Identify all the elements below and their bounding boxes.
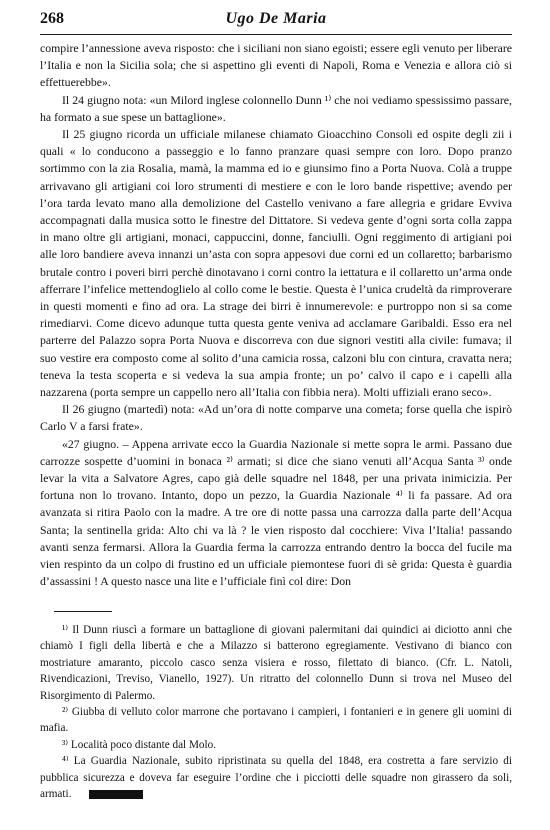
page-number: 268 — [40, 10, 64, 27]
redaction-mark — [89, 790, 143, 799]
footnotes — [40, 622, 512, 802]
paragraph: Il 26 giugno (martedì) nota: «Ad un’ora di notte comparve una cometa; forse quella che ispirò Carlo V a farsi frate». — [40, 402, 512, 434]
footnote: ³⁾ Località poco distante dal Molo. — [62, 738, 216, 751]
page-header — [40, 10, 512, 34]
footnote: ²⁾ Giubba di velluto color marrone che portavano i campieri, i fontanieri e in genere gli uomini di mafia. — [40, 706, 512, 735]
paragraph: Il 24 giugno nota: «un Milord inglese colonnello Dunn ¹⁾ che noi vediamo spessissimo passare, ha formato a sue spese un battaglione». — [40, 92, 512, 124]
paragraph: Il 25 giugno ricorda un ufficiale milanese chiamato Gioacchino Consoli ed ospite degli zii i quali « lo conducono a passeggio e lo fanno pranzare quasi sempre con loro. Dopo pranzo sortimmo con la zia Rosalia, mamà, la mamma ed io e giunsimo fino a Porta Nuova. Colà a truppe arrivavano gli artigiani coi loro strumenti di mestiere e con le loro bande rispettive; avendo per l’ora tarda levato mano alla demolizione del Castello venivano a fare allegria e gridare Evviva accompagnati dalla musica sotto le finestre del Dittatore. Si vedeva gente d’ogni sorta colla zappa in mano oltre gli artigiani, monaci, cappuccini, donne, fanciulli. Ogni reggimento di artigiani poi alle loro bandiere aveva innanzi un’asta con sopra appesovi due corni ed un collaretto; barbarismo brutale contro i poveri birri perchè dinotavano i corni contro la iettatura e il collaretto un’arma onde afferrare l’infelice mettendoglielo al collo come le bestie. Questa è l’unica crudeltà da rimproverare in questi momenti e fino ad ora. La strage dei birri è innumerevole: e purtroppo non si sa come rimediarvi. Come dicevo adunque tutta questa gente veniva ad acclamare Garibaldi. Esso era nel parterre del Palazzo sopra Porta Nuova e discorreva con due signori vestiti alla civile: fumava; il suo vestire era composto come al solito d’una camicia rossa, calzoni blu con cintura, cravatta nera; teneva la testa scoperta e si vedeva la sua ampia fronte; un po’ calvo il capo e i capelli alla nazzarena (porta sempre un cappello nero all’Italia con fibbia nera). Molti uffiziali erano seco». — [40, 127, 512, 400]
footnote-last — [40, 753, 512, 802]
main-text — [40, 40, 512, 591]
footnote-rule — [54, 611, 112, 612]
footnote-text: ⁴⁾ La Guardia Nazionale, subito ripristinata su quella del 1848, era costretta a fare servizio di pubblica sicurezza e doveva far eseguire l’ordine che i picciotti delle squadre non girassero da soli, armati. — [40, 755, 512, 801]
paragraph: «27 giugno. – Appena arrivate ecco la Guardia Nazionale si mette sopra le armi. Passano due carrozze sospette d’uomini in bonaca ²⁾ armati; si dice che siano venuti all’Acqua Santa ³⁾ onde levar la vita a Salvatore Agres, capo già delle squadre nel 1848, per una privata inimicizia. Per fortuna non lo trovano. Intanto, dopo un pezzo, la Guardia Nazionale ⁴⁾ li fa passare. Ad ora avanzata si ritira Paolo con la madre. A tre ore di notte passa una carrozza dalla parte dell’Acqua Santa; la sentinella grida: Alto chi va là ? le vien risposto dal cocchiere: Viva l’Italia! passando avanti senza fermarsi. Allora la Guardia ferma la carrozza entrando dentro la bocca del fucile ma vien respinto da un colpo di frustino ed un ufficiale piemontese fuori di sè grida: Questa è guardia d’assassini ! A questo nasce una lite e l’ufficiale finì col dire: Don — [40, 436, 512, 589]
running-title: Ugo De Maria — [225, 10, 327, 27]
footnote: ¹⁾ Il Dunn riuscì a formare un battaglione di giovani palermitani dai quindici ai diciotto anni che chiamò I figli della libertà e che a Milazzo si batterono egregiamente. Vestivano di bianco con mostriature amaranto, piccolo casco senza visiera e rosso, filettato di bianco. (Cfr. L. Natoli, Rivendicazioni, Treviso, Vianello, 1927). Un ritratto del colonnello Dunn si trova nel Museo del Risorgimento di Palermo. — [40, 624, 512, 702]
paragraph: compire l’annessione aveva risposto: che i siciliani non siano egoisti; essere egli venuto per liberare l’Italia e non la Sicilia sola; che si aspettino gli eventi di Napoli, Roma e Venezia e allora ciò si effettuerebbe». — [40, 41, 512, 90]
header-rule — [40, 34, 512, 35]
